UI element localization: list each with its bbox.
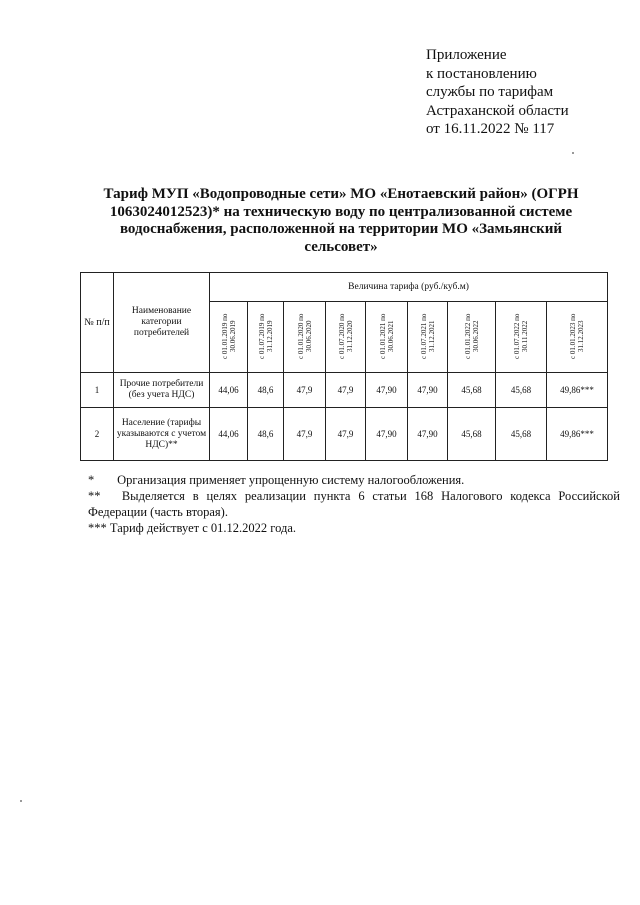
tariff-value: 47,90 — [366, 373, 408, 408]
period-header — [366, 302, 408, 373]
scan-speck — [20, 800, 22, 802]
tariff-value: 49,86*** — [547, 408, 608, 461]
period-label: с 01.01.2023 по 31.12.2023 — [569, 313, 586, 359]
header-category: Наименование категории потребителей — [114, 273, 210, 373]
period-label: с 01.07.2022 по 30.11.2022 — [513, 313, 529, 359]
appendix-line: от 16.11.2022 № 117 — [426, 121, 555, 137]
scan-speck — [572, 152, 574, 154]
tariff-value: 47,9 — [284, 373, 326, 408]
footnote — [88, 520, 620, 536]
row-number: 1 — [81, 373, 114, 408]
tariff-value: 44,06 — [210, 408, 248, 461]
period-label: с 01.07.2021 по 31.12.2021 — [419, 313, 436, 359]
tariff-value: 45,68 — [448, 373, 496, 408]
period-label: с 01.01.2022 по 30.06.2022 — [463, 313, 480, 359]
appendix-line: Астраханской области — [426, 102, 569, 119]
footnote — [88, 472, 620, 488]
footnote-mark: *** — [88, 521, 107, 535]
tariff-value: 47,9 — [326, 408, 366, 461]
period-label: с 01.01.2021 по 30.06.2021 — [378, 313, 395, 359]
tariff-value: 45,68 — [496, 373, 547, 408]
tariff-value: 47,9 — [284, 408, 326, 461]
tariff-value: 47,90 — [366, 408, 408, 461]
period-label: с 01.07.2020 по 31.12.2020 — [337, 313, 354, 359]
header-tariff-value: Величина тарифа (руб./куб.м) — [210, 273, 608, 302]
period-header — [496, 302, 547, 373]
tariff-table — [80, 272, 608, 461]
period-header — [248, 302, 284, 373]
period-header — [284, 302, 326, 373]
footnote-mark: * — [88, 473, 95, 487]
period-header — [210, 302, 248, 373]
footnote-mark: ** — [88, 489, 101, 503]
tariff-value: 45,68 — [448, 408, 496, 461]
appendix-block — [426, 46, 616, 139]
tariff-value: 47,90 — [408, 408, 448, 461]
footnote — [88, 488, 620, 520]
document-title: Тариф МУП «Водопроводные сети» МО «Енотаевский район» (ОГРН 1063024012523)* на техническую воду по централизованной системе водоснабжения, расположенной на территории МО «Замьянский сельсовет» — [103, 186, 579, 255]
period-label: с 01.01.2020 по 30.06.2020 — [296, 313, 313, 359]
tariff-value: 49,86*** — [547, 373, 608, 408]
tariff-value: 44,06 — [210, 373, 248, 408]
tariff-value: 47,9 — [326, 373, 366, 408]
tariff-value: 48,6 — [248, 373, 284, 408]
footnote-text: Выделяется в целях реализации пункта 6 статьи 168 Налогового кодекса Российской Федерации (часть вторая). — [88, 489, 620, 519]
period-label: с 01.07.2019 по 31.12.2019 — [257, 313, 274, 359]
header-number: № п/п — [81, 273, 114, 373]
table-row — [81, 408, 608, 461]
period-label: с 01.01.2019 по 30.06.2019 — [220, 313, 237, 359]
period-header — [326, 302, 366, 373]
footnote-text: Тариф действует с 01.12.2022 года. — [109, 521, 297, 535]
tariff-value: 47,90 — [408, 373, 448, 408]
table-row — [81, 373, 608, 408]
tariff-value: 48,6 — [248, 408, 284, 461]
period-header — [408, 302, 448, 373]
footnote-text: Организация применяет упрощенную систему налогообложения. — [117, 473, 465, 487]
appendix-line: службы по тарифам — [426, 84, 554, 100]
appendix-line: к постановлению — [426, 65, 537, 82]
row-category: Прочие потребители (без учета НДС) — [114, 373, 210, 408]
row-number: 2 — [81, 408, 114, 461]
footnotes — [88, 472, 620, 536]
table-header-row — [81, 273, 608, 302]
tariff-value: 45,68 — [496, 408, 547, 461]
appendix-line: Приложение — [426, 47, 507, 63]
period-header — [547, 302, 608, 373]
period-header — [448, 302, 496, 373]
row-category: Население (тарифы указываются с учетом НДС)** — [114, 408, 210, 461]
